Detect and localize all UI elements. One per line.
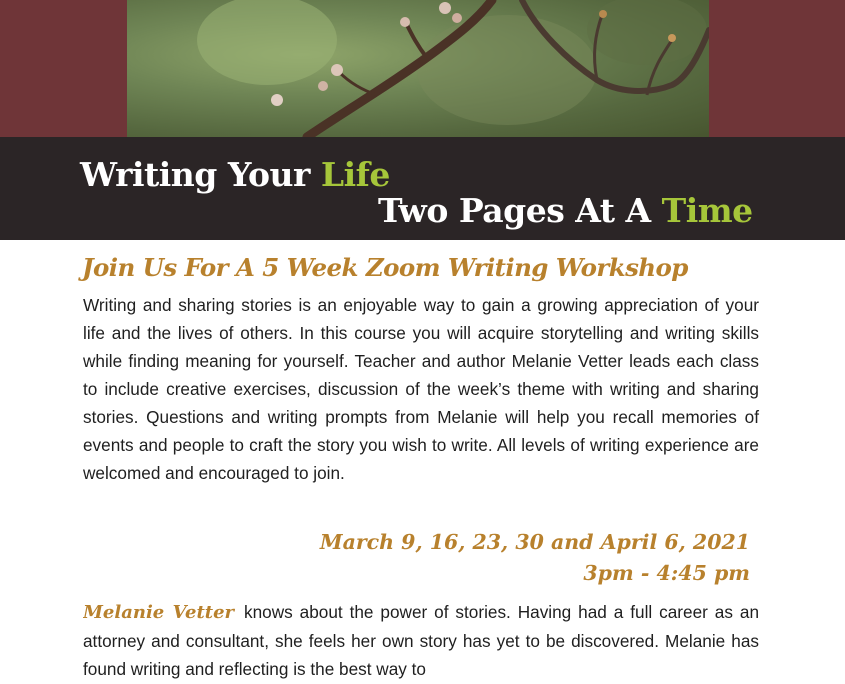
title-line-1-main: Writing Your bbox=[80, 155, 321, 194]
workshop-subtitle: Join Us For A 5 Week Zoom Writing Workshop bbox=[82, 253, 688, 282]
hero-photo-branch bbox=[127, 0, 709, 137]
bio-text: knows about the power of stories. Having had a full career as an attorney and consultant, she feels her own story has yet to be discovered. Melanie has found writing and reflecting is the best way to bbox=[83, 602, 759, 679]
intro-paragraph: Writing and sharing stories is an enjoyable way to gain a growing appreciation of your life and the lives of others. In this course you will acquire storytelling and writing skills while finding meaning for yourself. Teacher and author Melanie Vetter leads each class to include creative exercises, discussion of the week’s theme with writing and sharing stories. Questions and writing prompts from Melanie will help you recall memories of events and people to craft the story you wish to write. All levels of writing experience are welcomed and encouraged to join. bbox=[83, 295, 759, 483]
title-line-2-main: Two Pages At A bbox=[378, 191, 662, 230]
schedule bbox=[320, 527, 750, 589]
schedule-time: 3pm - 4:45 pm bbox=[583, 561, 750, 585]
bio-paragraph bbox=[83, 598, 759, 684]
schedule-dates: March 9, 16, 23, 30 and April 6, 2021 bbox=[319, 530, 750, 554]
bio-name: Melanie Vetter bbox=[83, 602, 235, 623]
title-line-2-accent: Time bbox=[661, 191, 753, 230]
title-line-2 bbox=[378, 191, 753, 230]
title-line-1 bbox=[80, 155, 390, 194]
title-line-1-accent: Life bbox=[320, 155, 390, 194]
